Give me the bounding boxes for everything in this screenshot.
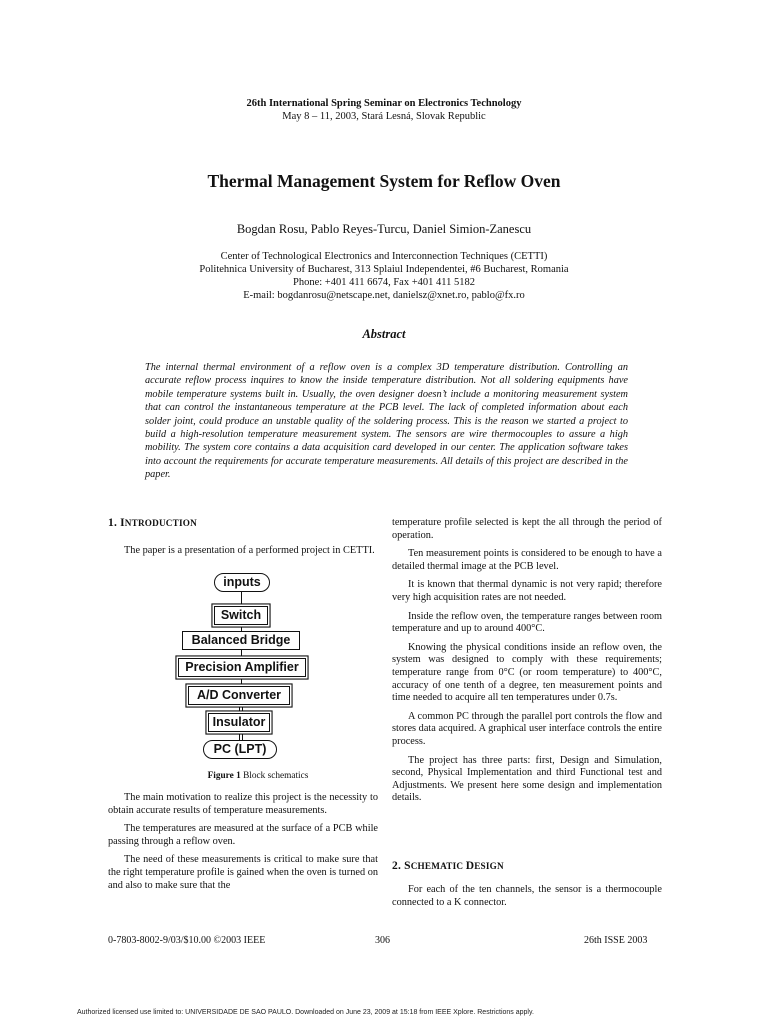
paragraph: A common PC through the parallel port controls the flow and stores data acquired. A graphical user interface controls the entire process.: [392, 710, 662, 747]
paragraph: Knowing the physical conditions inside an reflow oven, the system was designed to comply with these requirements; temperature range from 0°C (or room temperature) to 400°C, accuracy of one tenth of a degree, ten measurement points and time needed to acquire all ten temperatures under 0.7s.: [392, 641, 662, 704]
affiliation-line: Politehnica University of Bucharest, 313 Splaiul Independentei, #6 Bucharest, Romania: [199, 264, 569, 275]
section2-paragraph: For each of the ten channels, the sensor is a thermocouple connected to a K connector.: [392, 884, 662, 908]
affiliation-line: Center of Technological Electronics and Interconnection Techniques (CETTI): [220, 251, 548, 262]
footer-isbn: 0-7803-8002-9/03/$10.00 ©2003 IEEE: [108, 935, 266, 946]
paragraph: The project has three parts: first, Design and Simulation, second, Physical Implementation and third Functional test and Adjustments. We present here some design and implementation details.: [392, 754, 662, 804]
paper-title: Thermal Management System for Reflow Oven: [207, 171, 561, 191]
block-diagram: [170, 572, 320, 764]
block-switch: Switch: [214, 606, 268, 625]
footer-conference: 26th ISSE 2003: [584, 935, 648, 946]
affiliation-line: Phone: +401 411 6674, Fax +401 411 5182: [293, 277, 475, 288]
paragraph: Ten measurement points is considered to be enough to have a detailed thermal image at the PCB level.: [392, 548, 662, 572]
abstract-text: The internal thermal environment of a reflow oven is a complex 3D temperature distribution. Controlling an accurate reflow process inquires to know the inside temperature distribution. Not all soldering equipments have mobile temperature systems built in. Usually, the oven designer doesn’t include a monitoring measurement system that can control the instantaneous temperature at the PCB level. The lack of completed information about each solder joint, could produce an unstable quality of the soldering process. This is the reason we started a project to build a high-resolution temperature measurement system. The sensors are wire thermocouples to assure a high mobility. The system core contains a data acquisition card developed in our center. The application software takes into account the requirements for accurate temperature measurements. All details of this project are described in the paper.: [145, 362, 628, 481]
paragraph: It is known that thermal dynamic is not very rapid; therefore very high acquisition rates are not needed.: [392, 579, 662, 603]
paragraph: Inside the reflow oven, the temperature ranges between room temperature and up to around 400°C.: [392, 610, 662, 635]
page-number: 306: [375, 935, 390, 946]
left-column-text: [108, 792, 378, 892]
paragraph: The need of these measurements is critical to make sure that the right temperature profile is gained when the oven is turned on and also to make sure that the: [108, 854, 378, 891]
license-footnote: Authorized licensed use limited to: UNIVERSIDADE DE SAO PAULO. Downloaded on June 23, 2009 at 15:18 from IEEE Xplore. Restrictions apply.: [77, 1009, 534, 1016]
intro-paragraph: The paper is a presentation of a performed project in CETTI.: [124, 545, 375, 556]
block-precision-amplifier: Precision Amplifier: [178, 658, 306, 677]
connector-line: [242, 731, 243, 740]
paragraph: temperature profile selected is kept the all through the period of operation.: [392, 517, 662, 541]
right-column-text: [392, 517, 662, 805]
conference-name: 26th International Spring Seminar on Electronics Technology: [246, 98, 522, 109]
connector-line: [241, 649, 242, 658]
figure-caption: Figure 1 Block schematics: [207, 771, 309, 781]
paragraph: The temperatures are measured at the surface of a PCB while passing through a reflow oven.: [108, 823, 378, 847]
block-inputs: inputs: [214, 573, 270, 592]
connector-line: [241, 676, 242, 686]
connector-line: [241, 590, 242, 606]
block-ad-converter: A/D Converter: [188, 686, 290, 705]
conference-date: May 8 – 11, 2003, Stará Lesná, Slovak Republic: [282, 111, 486, 122]
affiliation-line: E-mail: bogdanrosu@netscape.net, danielsz@xnet.ro, pablo@fx.ro: [243, 290, 525, 301]
affiliation-block: [0, 250, 768, 302]
block-balanced-bridge: Balanced Bridge: [182, 631, 300, 650]
abstract-heading: Abstract: [362, 327, 406, 341]
block-pc-lpt: PC (LPT): [203, 740, 277, 759]
block-insulator: Insulator: [208, 713, 270, 732]
connector-line: [239, 731, 240, 740]
section-heading-schematic-design: 2. SCHEMATIC DESIGN: [392, 860, 504, 872]
paragraph: The main motivation to realize this project is the necessity to obtain accurate results of temperature measurements.: [108, 792, 378, 816]
section-heading-introduction: 1. INTRODUCTION: [108, 517, 197, 529]
author-list: Bogdan Rosu, Pablo Reyes-Turcu, Daniel Simion-Zanescu: [236, 222, 532, 236]
